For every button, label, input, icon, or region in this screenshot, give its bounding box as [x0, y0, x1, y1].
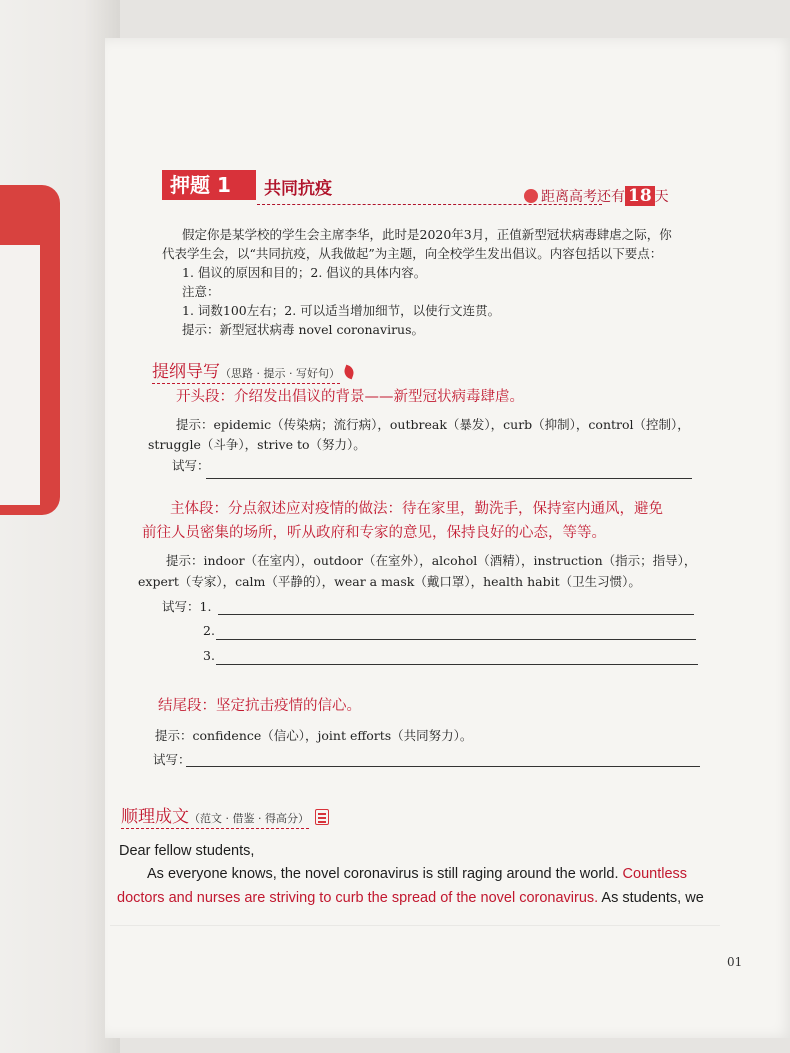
- essay-line-2-black: As students, we: [598, 890, 704, 906]
- exam-countdown: [524, 186, 669, 206]
- countdown-suffix: 天: [654, 189, 669, 205]
- page-bottom-rule: [110, 925, 720, 926]
- closing-hint: 提示：confidence（信心），joint efforts（共同努力）。: [155, 728, 473, 743]
- alarm-clock-icon: [524, 189, 538, 203]
- body-try-2: 2.: [203, 623, 215, 638]
- model-essay-heading: [121, 802, 329, 827]
- body-heading-2: 前往人员密集的场所，听从政府和专家的意见，保持良好的心态，等等。: [142, 525, 606, 541]
- closing-heading: 结尾段：坚定抗击疫情的信心。: [158, 698, 361, 714]
- prompt-line-1: 假定你是某学校的学生会主席李华，此时是2020年3月，正值新型冠状病毒肆虐之际，你: [182, 227, 672, 242]
- opening-hint-2: struggle（斗争），strive to（努力）。: [148, 437, 366, 452]
- prompt-line-3: 1. 倡议的原因和目的；2. 倡议的具体内容。: [182, 265, 427, 280]
- outline-title: 提纲导写: [152, 362, 220, 382]
- essay-line-1: [147, 866, 687, 882]
- opening-write-line: [206, 478, 692, 479]
- model-essay-subtitle: （范文 · 借鉴 · 得高分）: [189, 812, 309, 825]
- opening-try-label: 试写：: [172, 458, 210, 473]
- prompt-line-2: 代表学生会，以“共同抗疫，从我做起”为主题，向全校学生发出倡议。内容包括以下要点：: [162, 246, 663, 261]
- essay-line-2-red: doctors and nurses are striving to curb the spread of the novel coronavirus.: [117, 890, 599, 906]
- body-hint-2: expert（专家），calm（平静的），wear a mask（戴口罩），health habit（卫生习惯）。: [138, 574, 641, 589]
- outline-heading: [152, 357, 354, 382]
- model-essay-title: 顺理成文: [121, 807, 189, 827]
- body-try-label: 试写：1.: [162, 599, 212, 614]
- left-page: [0, 0, 120, 1053]
- pen-nib-icon: [342, 365, 356, 380]
- countdown-number: 18: [625, 186, 655, 206]
- essay-salutation: Dear fellow students,: [119, 843, 255, 859]
- question-tag: 押题 1: [162, 170, 256, 200]
- opening-hint-1: 提示：epidemic（传染病；流行病），outbreak（暴发），curb（抑制），control（控制），: [176, 417, 690, 432]
- left-page-tab-inner: [0, 245, 40, 505]
- essay-line-1-black: As everyone knows, the novel coronavirus is still raging around the world.: [147, 866, 619, 882]
- closing-try-label: 试写：: [153, 752, 191, 767]
- body-try-3: 3.: [203, 648, 215, 663]
- closing-write-line: [186, 766, 700, 767]
- document-icon: [315, 809, 329, 825]
- essay-line-2: [117, 890, 704, 906]
- page-number: 01: [727, 955, 743, 969]
- body-write-line-3: [216, 664, 698, 665]
- outline-subtitle: （思路 · 提示 · 写好句）: [220, 367, 340, 380]
- body-write-line-2: [216, 639, 696, 640]
- page-header: [162, 168, 692, 208]
- prompt-line-4: 注意：: [182, 284, 220, 299]
- body-hint-1: 提示：indoor（在室内），outdoor（在室外），alcohol（酒精），instruction（指示；指导），: [166, 553, 697, 568]
- body-heading-1: 主体段：分点叙述应对疫情的做法：待在家里，勤洗手，保持室内通风，避免: [170, 501, 663, 517]
- countdown-prefix: 距离高考还有: [541, 189, 625, 205]
- prompt-line-5: 1. 词数100左右；2. 可以适当增加细节，以使行文连贯。: [182, 303, 501, 318]
- body-write-line-1: [218, 614, 694, 615]
- page-title: 共同抗疫: [264, 179, 332, 199]
- essay-line-1-red: Countless: [618, 866, 688, 882]
- opening-heading: 开头段：介绍发出倡议的背景——新型冠状病毒肆虐。: [176, 389, 524, 405]
- prompt-line-6: 提示：新型冠状病毒 novel coronavirus。: [182, 322, 425, 337]
